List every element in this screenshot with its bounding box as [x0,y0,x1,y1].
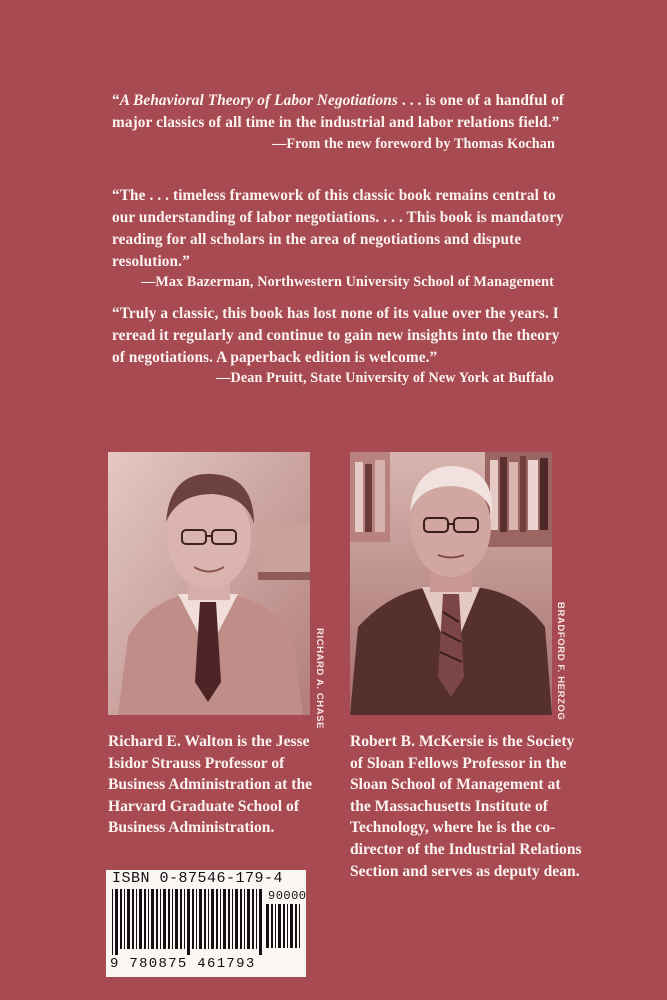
barcode-bar [244,889,245,949]
barcode-bar [299,904,300,948]
barcode-bar [168,889,170,949]
barcode-bar [148,889,149,949]
barcode-bar [192,889,194,949]
barcode-bar [139,889,142,949]
barcode-bar [175,889,178,949]
barcode-bar [295,904,297,948]
addon-barcode-bars [266,904,304,954]
barcode-bar [287,904,288,948]
barcode-bar [266,904,269,948]
barcode-bar [151,889,154,949]
ean-digits: 9 780875 461793 [110,956,256,972]
quote-attribution: —From the new foreword by Thomas Kochan [272,136,555,152]
barcode-bar [259,889,262,955]
barcode-bar [180,889,182,949]
walton-portrait-image [108,452,310,715]
barcode-bar [124,889,125,949]
quote-text-rest: . . . is one of a handful of major classics of all time in the industrial and labor relations field.” [112,92,565,131]
barcode-bar [187,889,190,955]
barcode-bar [223,889,226,949]
price-code: 90000 [268,889,307,903]
barcode-bar [172,889,173,949]
barcode-bar [208,889,209,949]
barcode-bar [136,889,137,949]
barcode-bar [232,889,233,949]
ean-barcode-bars [112,889,262,955]
author-photo-mckersie [350,452,552,715]
quote-attribution: —Dean Pruitt, State University of New York at Buffalo [216,370,554,386]
review-quote-pruitt [112,303,567,388]
barcode-bar [196,889,197,949]
barcode-bar [211,889,214,949]
author-bio-walton: Richard E. Walton is the Jesse Isidor Strauss Professor of Business Administration at the Harvard Graduate School of Business Administration. [108,733,313,837]
barcode-bar [290,904,293,948]
barcode-bar [132,889,134,949]
barcode-bar [204,889,206,949]
barcode-bar [240,889,242,949]
barcode-bar [156,889,158,949]
barcode-bar [271,904,273,948]
barcode-bar [163,889,166,949]
barcode-bar [120,889,122,949]
barcode-bar [235,889,238,949]
barcode-bar [144,889,146,949]
photo-credit-walton: RICHARD A. CHASE [314,628,325,730]
barcode-bar [228,889,230,949]
barcode-bar [278,904,281,948]
book-title-italic: A Behavioral Theory of Labor Negotiations [119,92,398,109]
photo-credit-mckersie: BRADFORD F. HERZOG [555,602,566,721]
isbn-number: ISBN 0-87546-179-4 [112,870,284,887]
author-bio-mckersie: Robert B. McKersie is the Society of Sloan Fellows Professor in the Sloan School of Management at the Massachusetts Institute of Technology, where he is the co-director of the Industrial Relations Section and serves as deputy dean. [350,733,582,880]
quote-text: “The . . . timeless framework of this classic book remains central to our understanding of labor negotiations. . . . This book is mandatory reading for all scholars in the area of negotiations and dispute resolution.” [112,187,564,270]
barcode-bar [256,889,257,949]
barcode-bar [275,904,276,948]
author-photo-walton [108,452,310,715]
barcode-bar [216,889,218,949]
barcode-bar [160,889,161,949]
barcode-bar [184,889,185,949]
barcode-bar [127,889,130,949]
barcode-bar [283,904,285,948]
quote-text [112,90,567,134]
barcode-bar [115,889,118,955]
isbn-barcode [106,870,306,977]
review-quote-bazerman [112,185,567,292]
review-quote-kochan [112,90,567,154]
quote-open-mark: “ [112,92,120,109]
quote-text: “Truly a classic, this book has lost none of its value over the years. I reread it regularly and continue to gain new insights into the theory of negotiations. A paperback edition is welcome.” [112,305,560,366]
barcode-bar [112,889,113,955]
barcode-bar [247,889,250,949]
barcode-bar [220,889,221,949]
mckersie-portrait-image [350,452,552,715]
barcode-bar [252,889,254,949]
quote-attribution: —Max Bazerman, Northwestern University School of Management [141,274,554,290]
barcode-bar [199,889,202,949]
